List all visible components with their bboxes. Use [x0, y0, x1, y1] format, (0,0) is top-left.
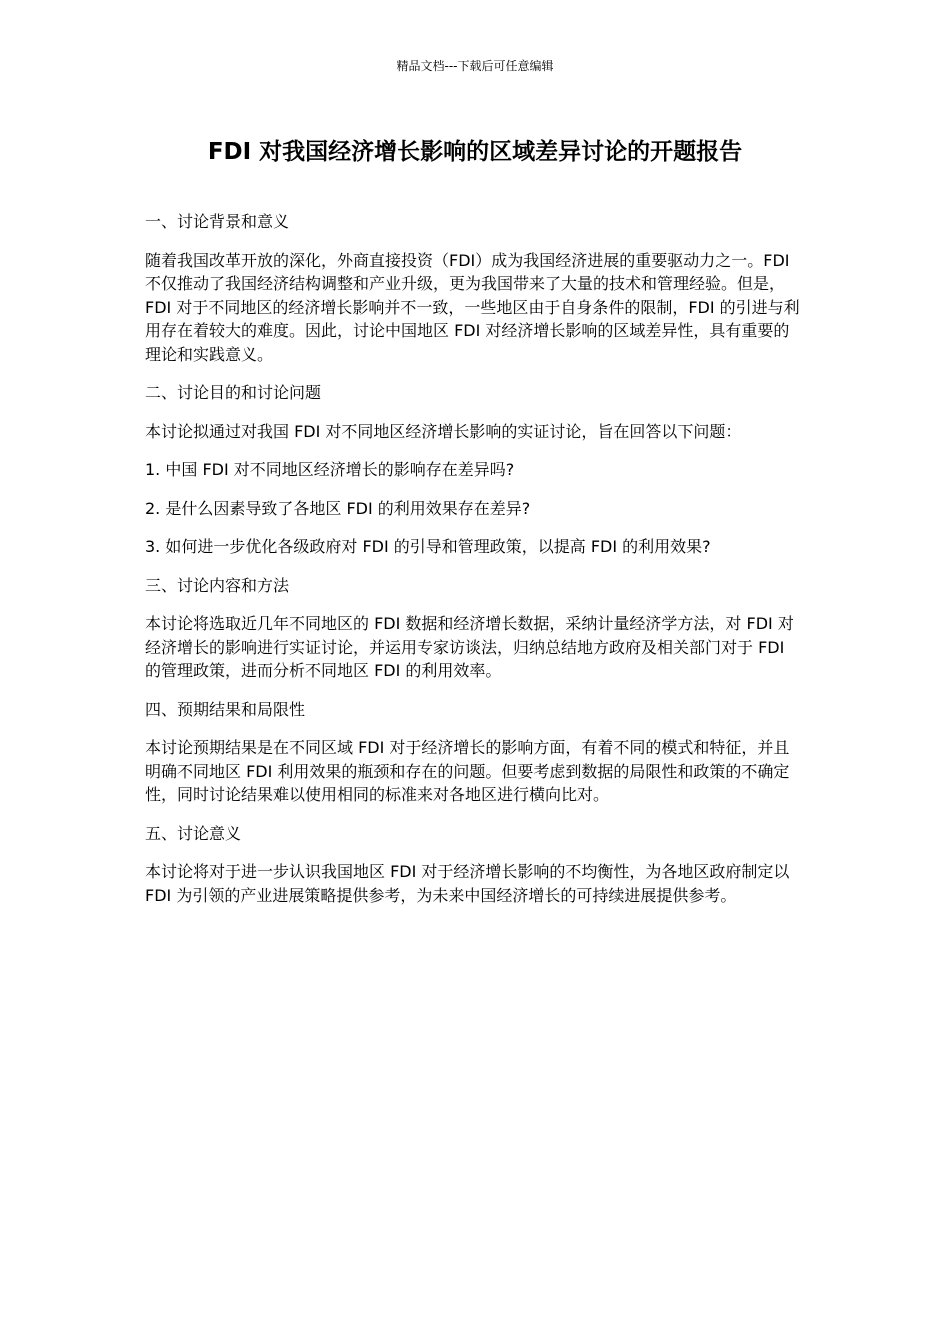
section-body-expected-results: 本讨论预期结果是在不同区域 FDI 对于经济增长的影响方面，有着不同的模式和特征，并且明确不同地区 FDI 利用效果的瓶颈和存在的问题。但要考虑到数据的局限性和政策的不确定性，同时讨论结果难以使用相同的标准来对各地区进行横向比对。 [145, 738, 790, 804]
document-body [145, 210, 805, 922]
document-title: FDI 对我国经济增长影响的区域差异讨论的开题报告 [207, 139, 743, 165]
section-body-background: 随着我国改革开放的深化，外商直接投资（FDI）成为我国经济进展的重要驱动力之一。FDI 不仅推动了我国经济结构调整和产业升级，更为我国带来了大量的技术和管理经验。但是，FDI 对于不同地区的经济增长影响并不一致，一些地区由于自身条件的限制，FDI 的引进与利用存在着较大的难度。因此，讨论中国地区 FDI 对经济增长影响的区域差异性，具有重要的理论和实践意义。 [145, 250, 800, 364]
section-heading-methods: 三、讨论内容和方法 [145, 575, 290, 595]
page-header: 精品文档---下载后可任意编辑 [396, 59, 554, 73]
section-body-methods: 本讨论将选取近几年不同地区的 FDI 数据和经济增长数据，采纳计量经济学方法，对 FDI 对经济增长的影响进行实证讨论，并运用专家访谈法，归纳总结地方政府及相关部门对于 FDI 的管理政策，进而分析不同地区 FDI 的利用效率。 [145, 614, 794, 680]
research-question: 1. 中国 FDI 对不同地区经济增长的影响存在差异吗? [145, 460, 515, 479]
research-question: 2. 是什么因素导致了各地区 FDI 的利用效果存在差异? [145, 498, 531, 518]
section-heading-background: 一、讨论背景和意义 [145, 212, 290, 231]
section-body-significance: 本讨论将对于进一步认识我国地区 FDI 对于经济增长影响的不均衡性，为各地区政府制定以 FDI 为引领的产业进展策略提供参考，为未来中国经济增长的可持续进展提供参考。 [145, 862, 790, 905]
section-body-purpose: 本讨论拟通过对我国 FDI 对不同地区经济增长影响的实证讨论，旨在回答以下问题： [145, 421, 742, 441]
section-heading-purpose: 二、讨论目的和讨论问题 [145, 383, 322, 402]
research-question: 3. 如何进一步优化各级政府对 FDI 的引导和管理政策，以提高 FDI 的利用效果? [145, 537, 711, 556]
section-heading-expected-results: 四、预期结果和局限性 [145, 699, 306, 719]
section-heading-significance: 五、讨论意义 [145, 823, 242, 843]
